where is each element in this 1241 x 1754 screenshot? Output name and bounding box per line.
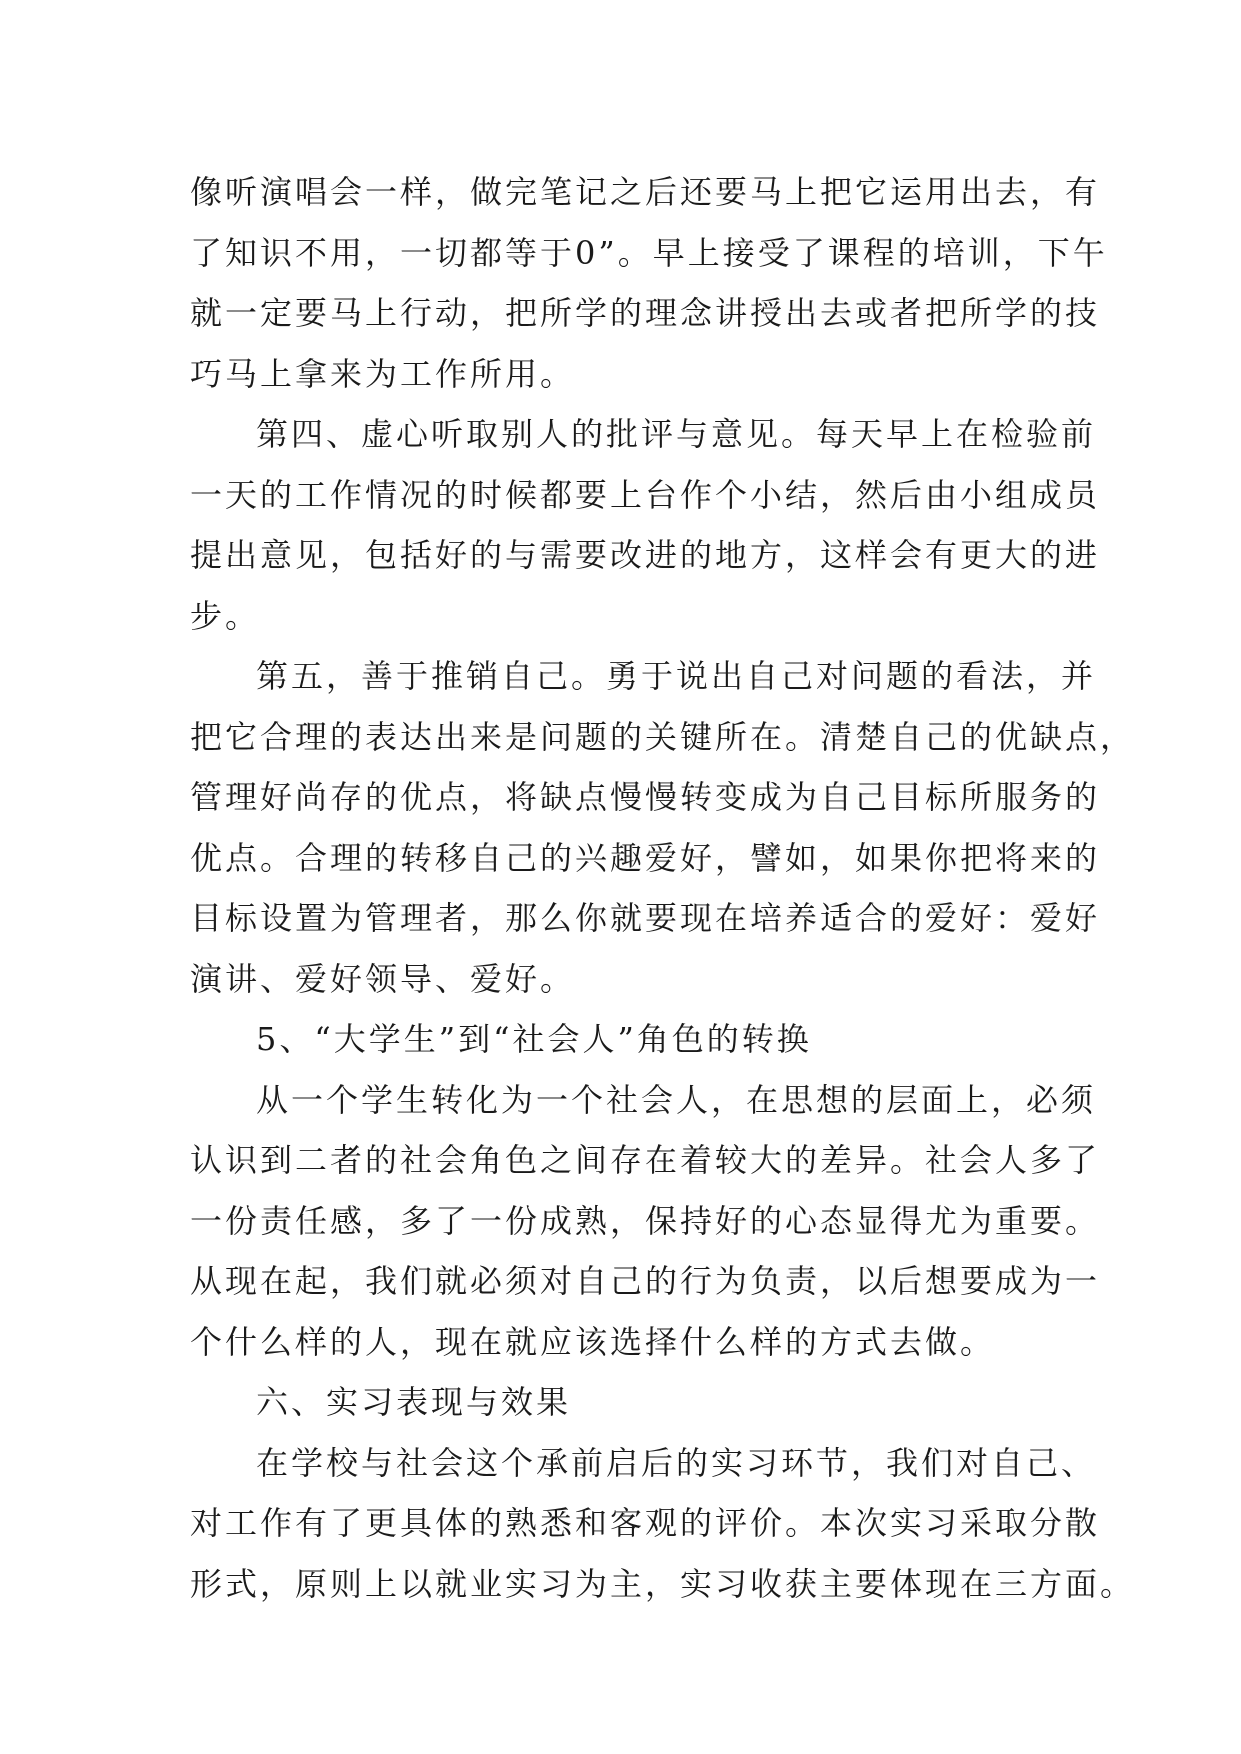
text-line: 目标设置为管理者，那么你就要现在培养适合的爱好：爱好 [190,899,1101,937]
paragraph-heading-4: 第四、虚心听取别人的批评与意见。每天早上在检验前 [256,415,1097,453]
text-line: 一份责任感，多了一份成熟，保持好的心态显得尤为重要。 [190,1201,1101,1240]
section-heading: 六、实习表现与效果 [256,1383,572,1421]
text-line: 巧马上拿来为工作所用。 [190,354,576,393]
text-line: 在学校与社会这个承前启后的实习环节，我们对自己、 [256,1443,1097,1482]
text-line: 对工作有了更具体的熟悉和客观的评价。本次实习采取分散 [190,1504,1101,1542]
text-line: 了知识不用，一切都等于0”。早上接受了课程的培训，下午 [190,233,1108,272]
section-heading: 5、“大学生”到“社会人”角色的转换 [256,1020,812,1058]
text-line: 演讲、爱好领导、爱好。 [190,959,576,998]
text-line: 认识到二者的社会角色之间存在着较大的差异。社会人多了 [190,1141,1101,1179]
body-text [190,162,1136,1614]
text-line: 优点。合理的转移自己的兴趣爱好，譬如，如果你把将来的 [190,838,1101,877]
text-line: 就一定要马上行动，把所学的理念讲授出去或者把所学的技 [190,294,1101,332]
text-line: 把它合理的表达出来是问题的关键所在。清楚自己的优缺点， [190,717,1136,756]
text-line: 形式，原则上以就业实习为主，实习收获主要体现在三方面。 [190,1564,1136,1603]
text-line: 一天的工作情况的时候都要上台作个小结，然后由小组成员 [190,475,1101,514]
text-line: 从现在起，我们就必须对自己的行为负责，以后想要成为一 [190,1262,1101,1300]
text-line: 提出意见，包括好的与需要改进的地方，这样会有更大的进 [190,536,1101,574]
paragraph-heading-5: 第五，善于推销自己。勇于说出自己对问题的看法，并 [256,657,1097,695]
text-line: 管理好尚存的优点，将缺点慢慢转变成为自己目标所服务的 [190,778,1101,816]
text-line: 从一个学生转化为一个社会人，在思想的层面上，必须 [256,1080,1097,1119]
text-line: 步。 [190,596,261,635]
text-line: 个什么样的人，现在就应该选择什么样的方式去做。 [190,1322,996,1361]
text-line: 像听演唱会一样，做完笔记之后还要马上把它运用出去，有 [190,173,1101,211]
